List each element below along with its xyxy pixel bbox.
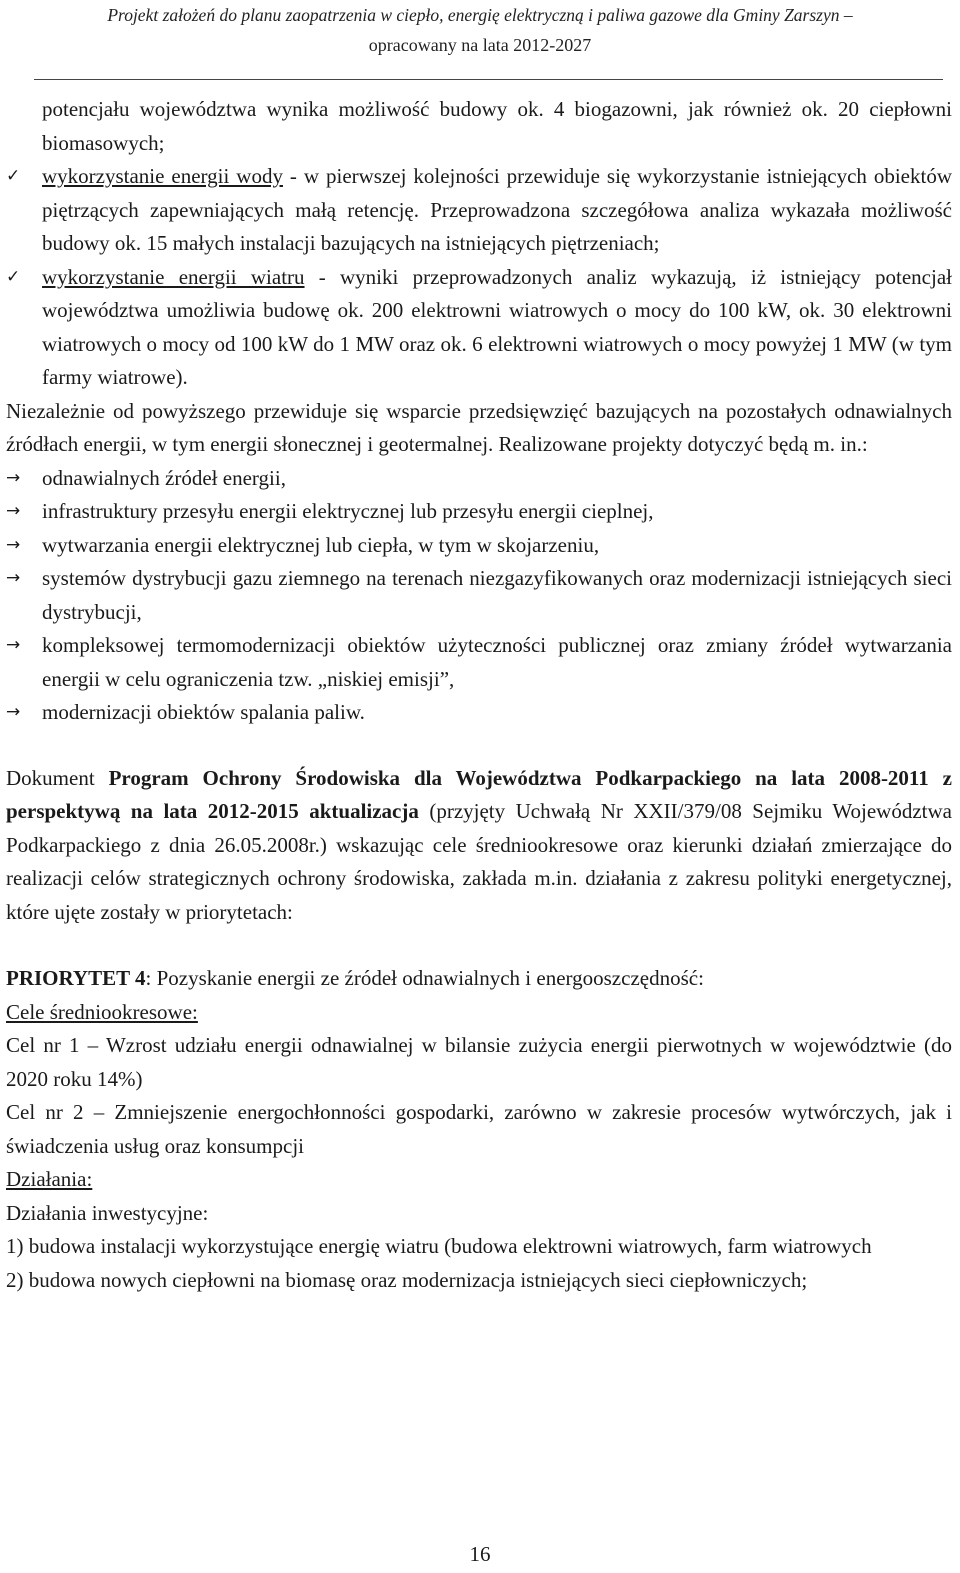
document-paragraph (6, 762, 952, 930)
goal-2: Cel nr 2 – Zmniejszenie energochłonności gospodarki, zarówno w zakresie procesów wytwórczych, jak i świadczenia usług oraz konsumpcji (6, 1100, 952, 1158)
actions-heading: Działania: (6, 1167, 93, 1191)
priority-title: : Pozyskanie energii ze źródeł odnawialnych i energooszczędność: (145, 966, 704, 990)
list-item (6, 696, 952, 730)
page-number: 16 (469, 1542, 491, 1566)
goal-1: Cel nr 1 – Wzrost udziału energii odnawialnej w bilansie zużycia energii pierwotnych w województwie (do 2020 roku 14%) (6, 1033, 952, 1091)
arrow-right-icon: → (6, 702, 21, 722)
intro-text: potencjału województwa wynika możliwość budowy ok. 4 biogazowni, jak również ok. 20 ciepłowni biomasowych; (42, 97, 952, 155)
document-body: (przyjęty Uchwałą Nr XXII/379/08 Sejmiku Województwa Podkarpackiego z dnia 26.05.2008r.) wskazując cele średniookresowe oraz kierunki działań zmierzające do realizacji celów strategicznych ochrony środowiska, zakłada m.in. działania z zakresu polityki energetycznej, które ujęte zostały w priorytetach: (6, 799, 952, 924)
list-item-text: wytwarzania energii elektrycznej lub ciepła, w tym w skojarzeniu, (42, 532, 600, 557)
document-title: Program Ochrony Środowiska dla Województwa Podkarpackiego na lata 2008-2011 z perspektywą na lata 2012-2015 aktualizacja (6, 765, 952, 823)
list-item-text: modernizacji obiektów spalania paliw. (42, 700, 365, 724)
list-item-water (6, 160, 952, 261)
list-item-body: - w pierwszej kolejności przewiduje się wykorzystanie istniejących obiektów piętrzących zapewniających małą retencję. Przeprowadzona szczegółowa analiza wykazała możliwość budowy ok. 15 małych instalacji bazujących na istniejących piętrzeniach; (42, 164, 953, 255)
list-item-body: - wyniki przeprowadzonych analiz wykazują, iż istniejący potencjał województwa umożliwia budowę ok. 200 elektrowni wiatrowych o mocy do 100 kW, ok. 30 elektrowni wiatrowych o mocy od 100 kW do 1 MW oraz ok. 6 elektrowni wiatrowych o mocy powyżej 1 MW (w tym farmy wiatrowe). (42, 264, 952, 389)
list-item-text (42, 261, 952, 395)
mid-term-heading: Cele średniookresowe: (6, 999, 198, 1024)
header-period: opracowany na lata 2012-2027 (368, 35, 592, 55)
investment-heading: Działania inwestycyjne: (6, 1200, 209, 1225)
running-header (0, 0, 960, 60)
check-icon: ✓ (6, 266, 21, 287)
action-2: 2) budowa nowych ciepłowni na biomasę oraz modernizacja istniejących sieci ciepłowniczych; (6, 1267, 808, 1292)
list-item-text: kompleksowej termomodernizacji obiektów użyteczności publicznej oraz zmiany źródeł wytwarzania energii w celu ograniczenia tzw. „niskiej emisji”, (42, 633, 952, 691)
list-item-heading: wykorzystanie energii wody (42, 164, 283, 188)
support-paragraph: Niezależnie od powyższego przewiduje się wsparcie przedsięwzięć bazujących na pozostałych odnawialnych źródłach energii, w tym energii słonecznej i geotermalnej. Realizowane projekty dotyczyć będą m. in.: (6, 398, 952, 456)
spacer (6, 929, 952, 962)
list-item (6, 462, 952, 496)
document-lead: Dokument (6, 765, 109, 790)
list-item (6, 562, 952, 629)
list-item-text: systemów dystrybucji gazu ziemnego na terenach niezgazyfikowanych oraz modernizacji istniejących sieci dystrybucji, (42, 566, 952, 624)
action-1: 1) budowa instalacji wykorzystujące energię wiatru (budowa elektrowni wiatrowych, farm wiatrowych (6, 1234, 872, 1258)
arrow-right-icon: → (6, 635, 21, 655)
spacer (6, 730, 952, 762)
list-item (6, 629, 952, 696)
page-body (6, 93, 952, 1297)
arrow-right-icon: → (6, 467, 21, 488)
list-item-text: odnawialnych źródeł energii, (42, 465, 286, 490)
list-item (6, 495, 952, 529)
check-icon: ✓ (6, 166, 21, 186)
header-title: Projekt założeń do planu zaopatrzenia w ciepło, energię elektryczną i paliwa gazowe dla Gminy Zarszyn – (107, 5, 853, 25)
list-item-text (42, 160, 952, 261)
priority-heading (6, 962, 952, 996)
list-item (6, 529, 952, 563)
list-item-wind (6, 261, 952, 395)
arrow-right-icon: → (6, 501, 21, 521)
arrow-right-icon: → (6, 534, 21, 555)
intro-continuation (6, 93, 952, 160)
header-divider (34, 79, 943, 80)
list-item-text: infrastruktury przesyłu energii elektrycznej lub przesyłu energii cieplnej, (42, 499, 654, 523)
list-item-heading: wykorzystanie energii wiatru (42, 264, 305, 289)
priority-label: PRIORYTET 4 (6, 966, 146, 990)
arrow-right-icon: → (6, 568, 21, 588)
